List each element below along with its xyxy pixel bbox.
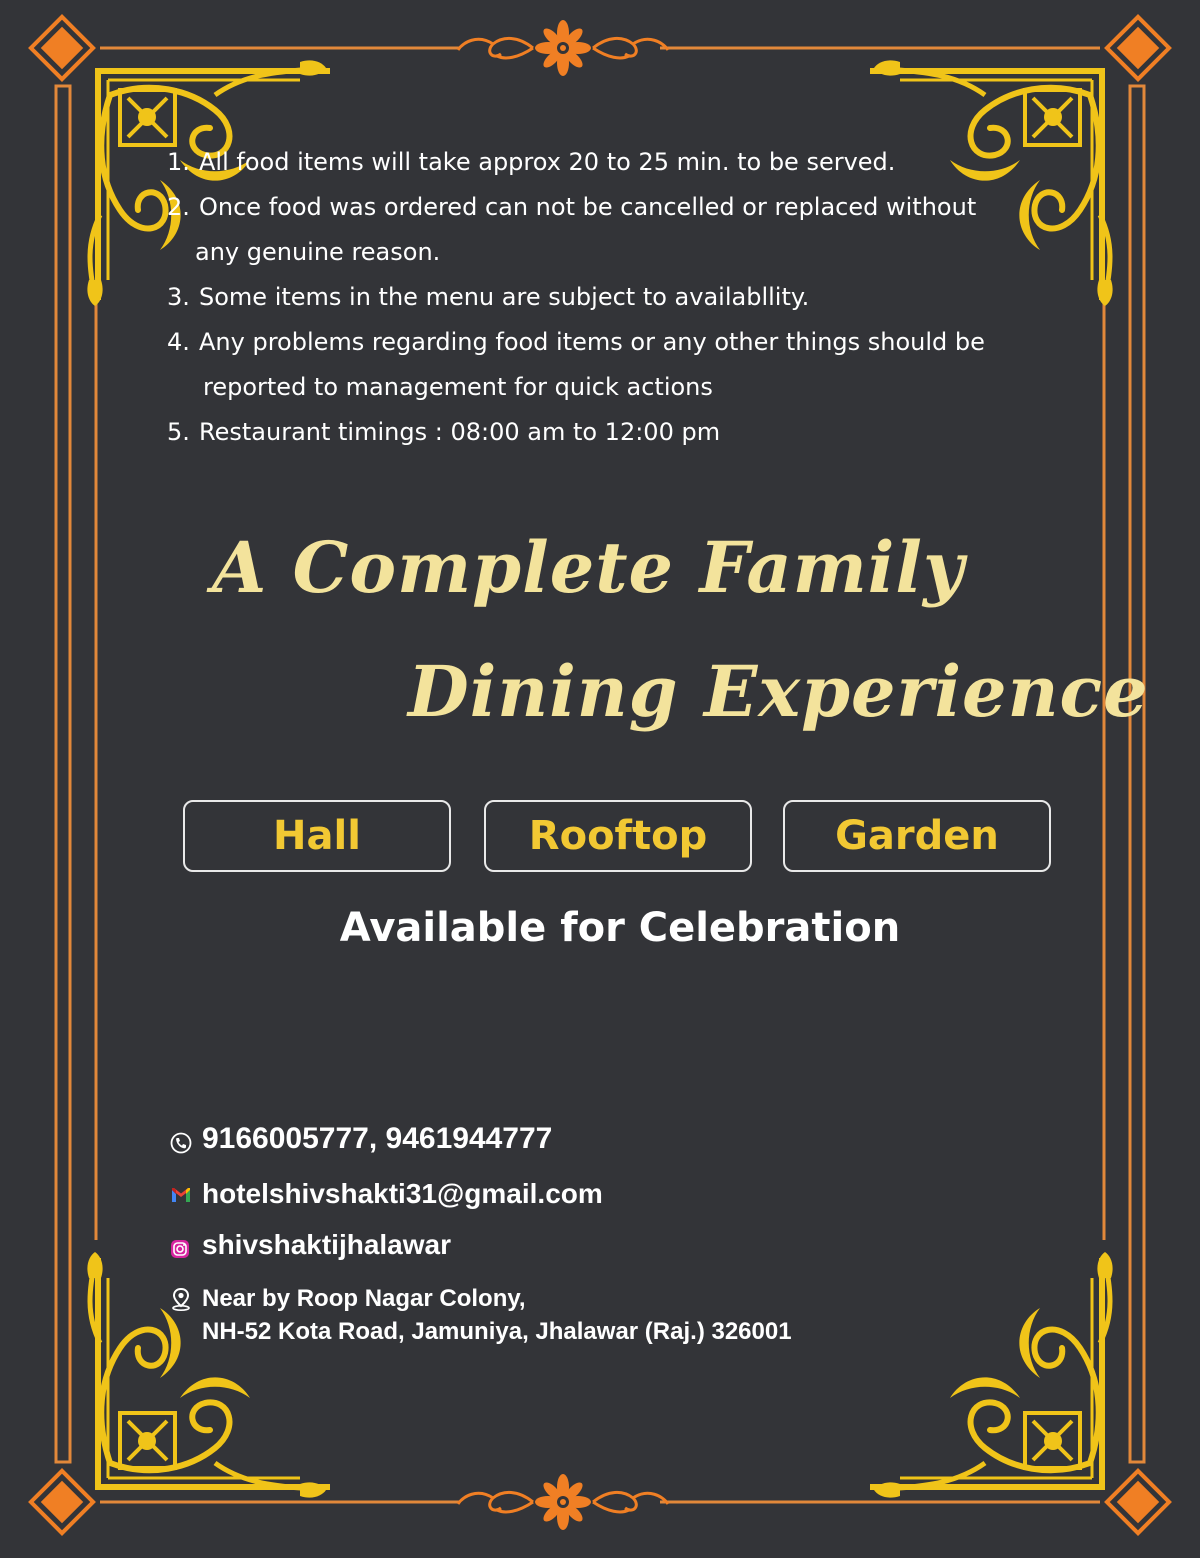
rule-item: 4. Any problems regarding food items or any other things should be reported to management for quick actions <box>167 328 985 401</box>
tagline-line-2: Dining Experience <box>408 650 1149 733</box>
venue-hall-box: Hall <box>183 800 451 872</box>
phone-icon <box>170 1132 192 1154</box>
email-address: hotelshivshakti31@gmail.com <box>202 1178 603 1209</box>
rule-item: 2. Once food was ordered can not be cancelled or replaced without any genuine reason. <box>167 193 977 266</box>
rules-list <box>167 140 1067 455</box>
rule-item: 5. Restaurant timings : 08:00 am to 12:00 pm <box>167 418 721 446</box>
address-line-2: NH-52 Kota Road, Jamuniya, Jhalawar (Raj.) 326001 <box>202 1318 792 1345</box>
venue-garden-box: Garden <box>783 800 1051 872</box>
celebration-heading: Available for Celebration <box>339 905 901 951</box>
location-pin-icon <box>170 1287 192 1311</box>
phone-numbers: 9166005777, 9461944777 <box>202 1122 553 1155</box>
rule-item: 3. Some items in the menu are subject to availabllity. <box>167 283 810 311</box>
venue-rooftop-box: Rooftop <box>484 800 752 872</box>
rule-item: 1. All food items will take approx 20 to 25 min. to be served. <box>167 148 896 176</box>
address-block <box>202 1282 792 1348</box>
instagram-handle: shivshaktijhalawar <box>202 1229 452 1260</box>
gmail-icon <box>170 1186 192 1204</box>
instagram-icon <box>170 1239 190 1259</box>
tagline-line-1: A Complete Family <box>212 526 965 609</box>
address-line-1: Near by Roop Nagar Colony, <box>202 1285 526 1312</box>
